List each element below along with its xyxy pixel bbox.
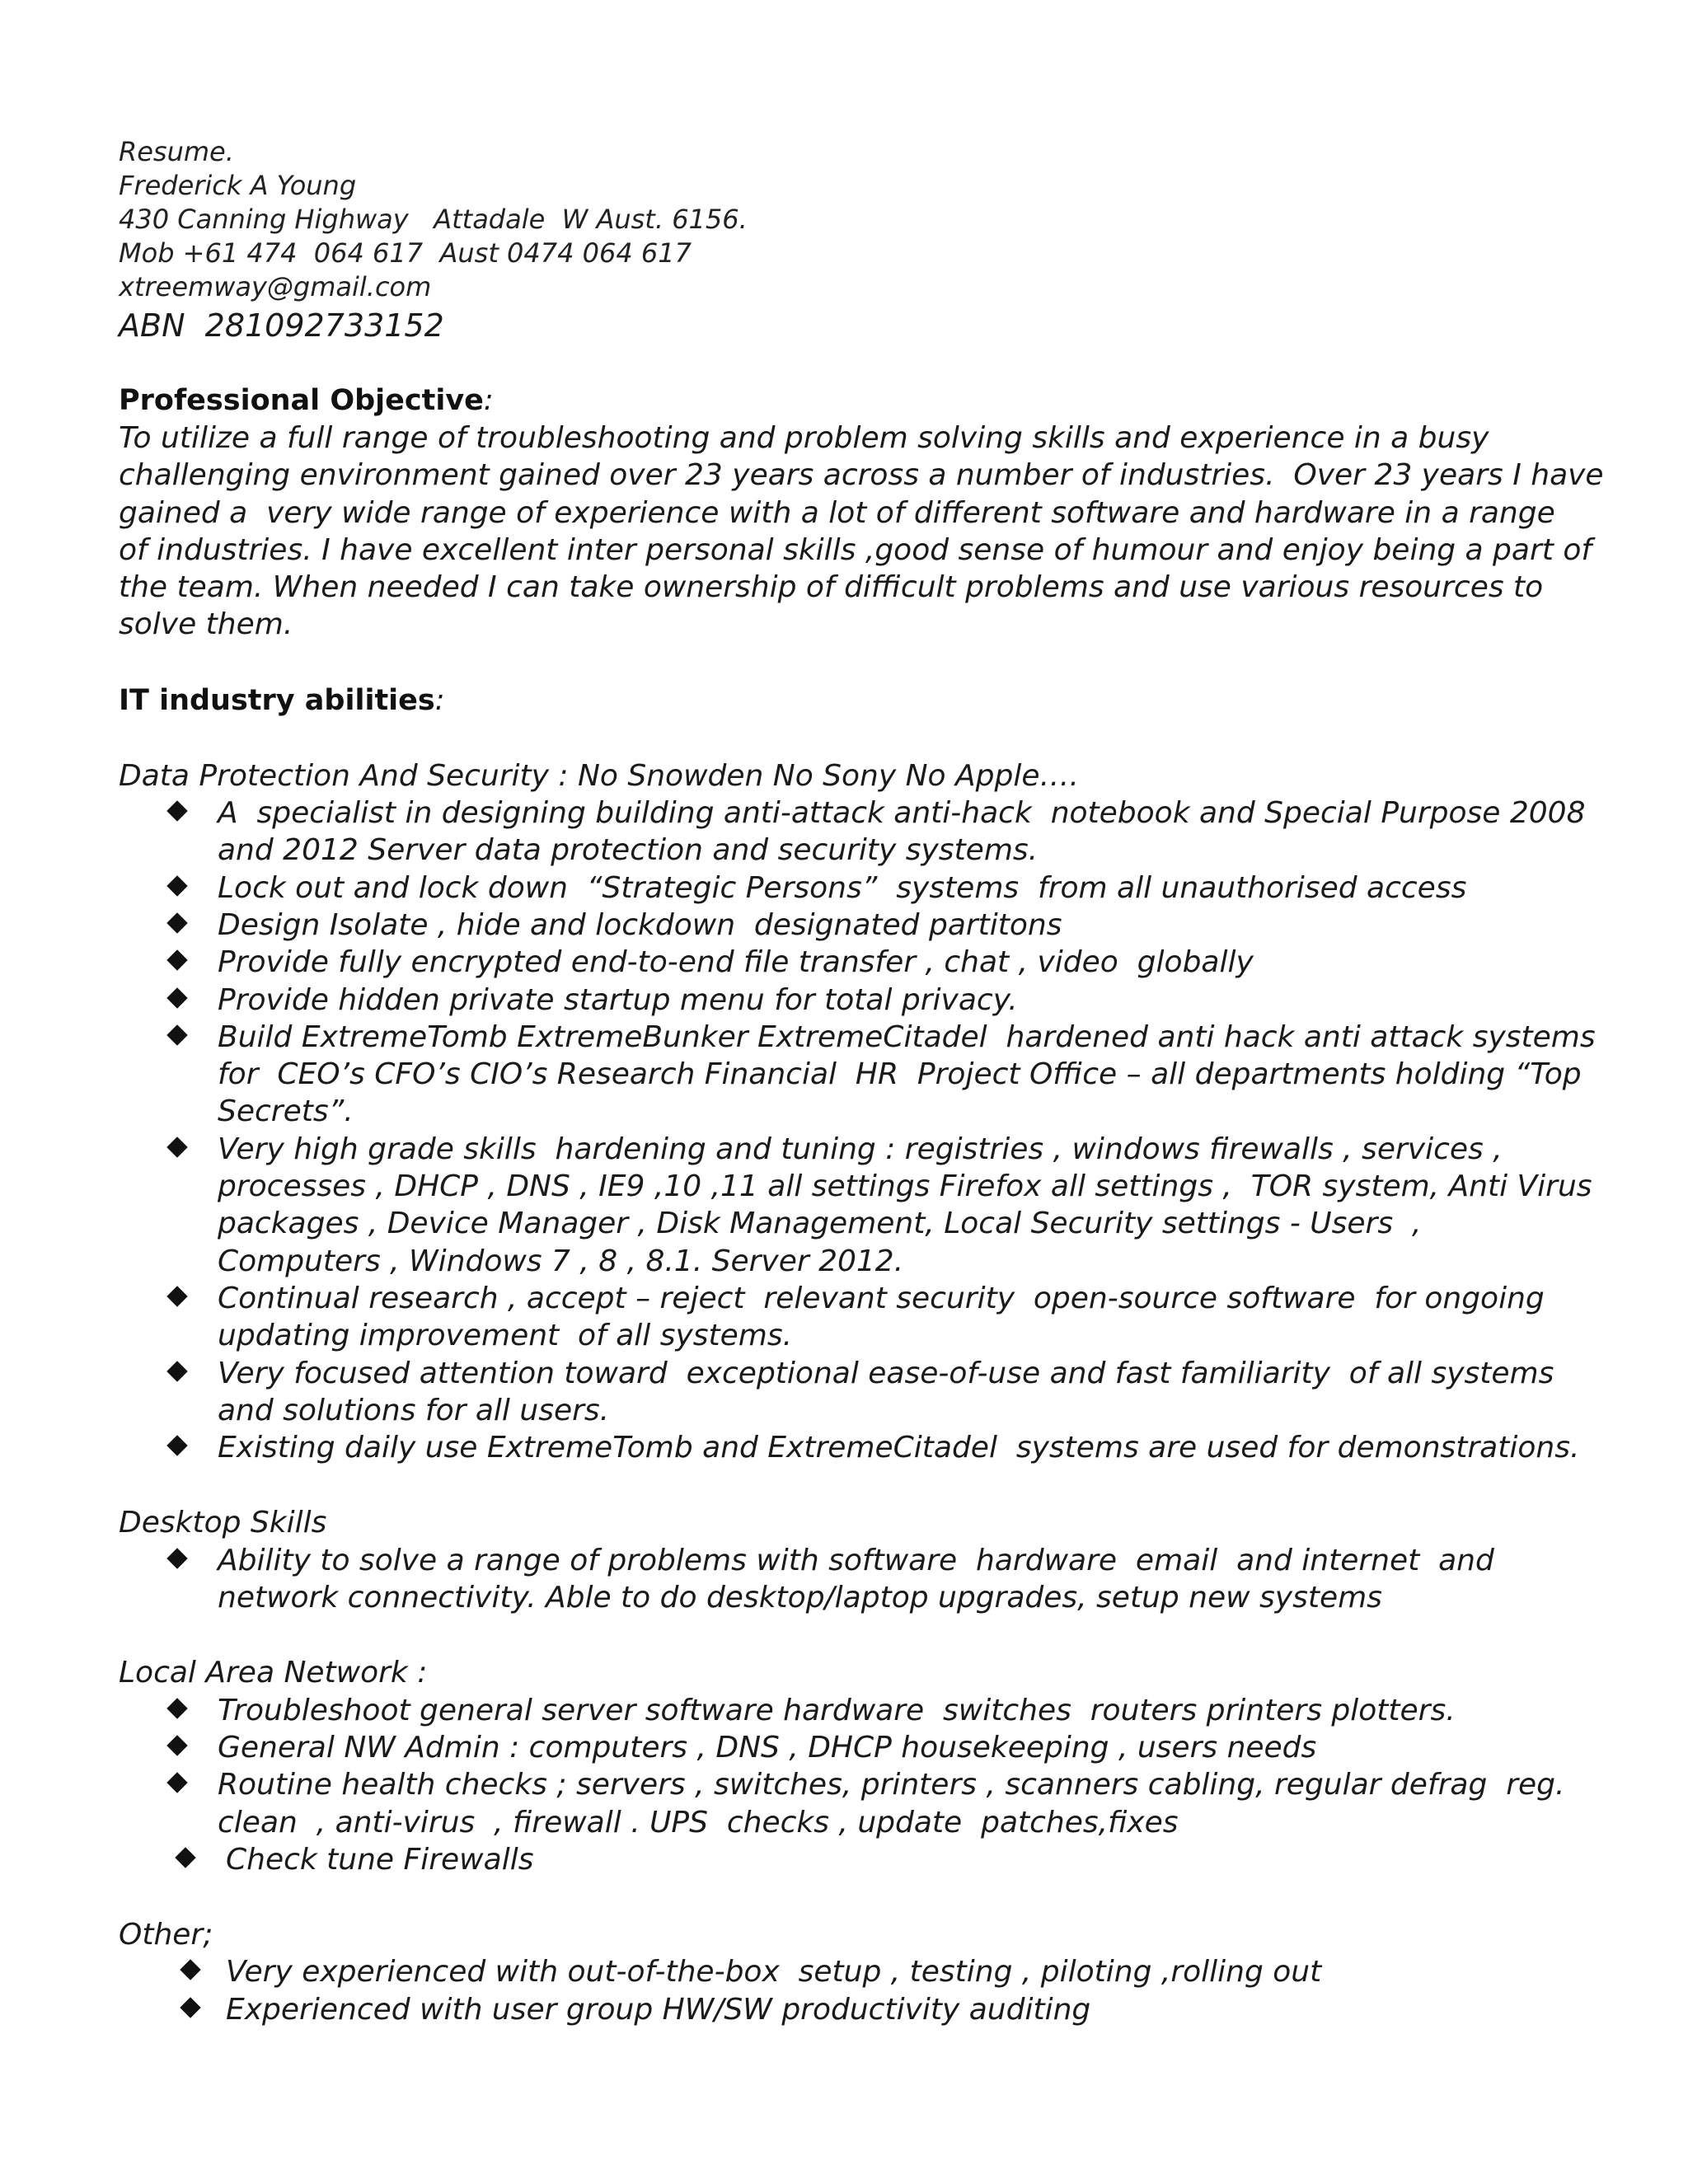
objective-line: solve them. — [119, 607, 293, 642]
list-item-text: Build ExtremeTomb ExtremeBunker ExtremeCitadel hardened anti hack anti attack systems — [218, 1019, 1596, 1054]
list-item-text: Very focused attention toward exceptional ease-of-use and fast familiarity of all systems — [218, 1356, 1554, 1390]
list-item-text: Experienced with user group HW/SW productivity auditing — [226, 1992, 1091, 2027]
email-address: xtreemway@gmail.com — [119, 271, 432, 302]
objective-line: the team. When needed I can take ownership of difficult problems and use various resources to — [119, 570, 1544, 605]
list-item — [119, 794, 1586, 869]
list-item — [119, 1429, 1586, 1466]
list-item-text: for CEO’s CFO’s CIO’s Research Financial HR Project Office – all departments holding “Top — [218, 1057, 1582, 1092]
list-item — [119, 1280, 1586, 1355]
diamond-bullet-icon — [166, 1735, 187, 1755]
list-item — [119, 1692, 1586, 1729]
list-item — [119, 1953, 1586, 1990]
list-item — [119, 1766, 1586, 1841]
data-protection-title: Data Protection And Security : No Snowden No Sony No Apple…. — [119, 758, 1079, 793]
diamond-bullet-icon — [166, 1137, 187, 1157]
list-item-text: and solutions for all users. — [218, 1393, 610, 1427]
desktop-skills-title: Desktop Skills — [119, 1506, 327, 1540]
objective-section — [119, 382, 1604, 644]
full-name: Frederick A Young — [119, 170, 357, 201]
list-item-text: network connectivity. Able to do desktop/laptop upgrades, setup new systems — [218, 1581, 1382, 1615]
desktop-skills-section — [119, 1504, 1586, 1616]
objective-line: To utilize a full range of troubleshooting and problem solving skills and experience in a busy — [119, 421, 1489, 455]
resume-title: Resume. — [119, 136, 234, 167]
diamond-bullet-icon — [166, 875, 187, 896]
lan-title: Local Area Network : — [119, 1656, 428, 1690]
diamond-bullet-icon — [166, 1698, 187, 1718]
diamond-bullet-icon — [166, 1286, 187, 1306]
list-item-text: Very experienced with out-of-the-box setup , testing , piloting ,rolling out — [226, 1955, 1322, 1990]
objective-paragraph — [119, 419, 1604, 644]
diamond-bullet-icon — [166, 987, 187, 1008]
list-item-text: Computers , Windows 7 , 8 , 8.1. Server 2012. — [218, 1244, 904, 1278]
list-item-text: Continual research , accept – reject relevant security open-source software for ongoing — [218, 1281, 1545, 1315]
list-item-text: Check tune Firewalls — [226, 1842, 534, 1877]
list-item — [119, 982, 1586, 1019]
list-item-text: A specialist in designing building anti-attack anti-hack notebook and Special Purpose 2008 — [218, 796, 1586, 831]
lan-list — [119, 1692, 1586, 1878]
diamond-bullet-icon — [166, 1772, 187, 1793]
list-item-text: Secrets”. — [218, 1094, 354, 1129]
list-item — [119, 1841, 1586, 1878]
phone-number: Mob +61 474 064 617 Aust 0474 064 617 — [119, 237, 692, 269]
list-item — [119, 1131, 1592, 1280]
objective-line: challenging environment gained over 23 years across a number of industries. Over 23 years I have — [119, 458, 1604, 493]
diamond-bullet-icon — [166, 1361, 187, 1381]
list-item — [119, 1355, 1586, 1430]
list-item-text: clean , anti-virus , firewall . UPS checks , update patches,fixes — [218, 1805, 1179, 1840]
objective-line: gained a very wide range of experience with a lot of different software and hardware in a range — [119, 495, 1555, 530]
objective-line: of industries. I have excellent inter personal skills ,good sense of humour and enjoy being a part of — [119, 532, 1592, 567]
list-item-text: Troubleshoot general server software hardware switches routers printers plotters. — [218, 1693, 1456, 1727]
list-item — [119, 869, 1586, 907]
it-abilities-heading: IT industry abilities: — [119, 683, 445, 717]
diamond-bullet-icon — [166, 1548, 187, 1568]
other-list — [119, 1953, 1586, 2028]
diamond-bullet-icon — [175, 1847, 195, 1868]
objective-heading: Professional Objective: — [119, 384, 494, 417]
list-item-text: and 2012 Server data protection and security systems. — [218, 833, 1039, 868]
diamond-bullet-icon — [166, 950, 187, 971]
list-item-text: Existing daily use ExtremeTomb and ExtremeCitadel systems are used for demonstrations. — [218, 1431, 1580, 1465]
list-item — [119, 907, 1586, 944]
list-item-text: General NW Admin : computers , DNS , DHCP housekeeping , users needs — [218, 1730, 1317, 1765]
list-item-text: Routine health checks ; servers , switches, printers , scanners cabling, regular defrag reg. — [218, 1768, 1565, 1802]
list-item — [119, 944, 1586, 981]
diamond-bullet-icon — [166, 800, 187, 821]
list-item-text: updating improvement of all systems. — [218, 1319, 793, 1353]
list-item — [119, 1991, 1586, 2028]
data-protection-section — [119, 757, 1596, 1467]
list-item — [119, 1019, 1596, 1131]
other-section — [119, 1916, 1586, 2028]
list-item-text: Design Isolate , hide and lockdown designated partitons — [218, 907, 1062, 942]
diamond-bullet-icon — [166, 912, 187, 933]
other-title: Other; — [119, 1918, 213, 1952]
list-item — [119, 1542, 1586, 1617]
lan-section — [119, 1654, 1586, 1878]
list-item-text: Lock out and lock down “Strategic Persons” systems from all unauthorised access — [218, 870, 1467, 905]
list-item-text: Ability to solve a range of problems with software hardware email and internet and — [218, 1543, 1494, 1577]
diamond-bullet-icon — [166, 1435, 187, 1455]
diamond-bullet-icon — [166, 1024, 187, 1045]
list-item-text: processes , DHCP , DNS , IE9 ,10 ,11 all settings Firefox all settings , TOR system, Anti Virus — [218, 1169, 1592, 1204]
data-protection-list — [119, 794, 1596, 1466]
contact-header — [119, 135, 1586, 345]
diamond-bullet-icon — [180, 1960, 200, 1980]
desktop-skills-list — [119, 1542, 1586, 1617]
list-item-text: Provide hidden private startup menu for total privacy. — [218, 982, 1018, 1017]
list-item-text: Very high grade skills hardening and tuning : registries , windows firewalls , services , — [218, 1132, 1503, 1166]
resume-page — [119, 135, 1604, 2028]
diamond-bullet-icon — [180, 1997, 200, 2018]
list-item — [119, 1729, 1586, 1766]
list-item-text: packages , Device Manager , Disk Management, Local Security settings - Users , — [218, 1207, 1422, 1241]
street-address: 430 Canning Highway Attadale W Aust. 6156. — [119, 204, 748, 235]
abn-number: ABN 281092733152 — [119, 307, 444, 344]
list-item-text: Provide fully encrypted end-to-end file transfer , chat , video globally — [218, 945, 1254, 980]
